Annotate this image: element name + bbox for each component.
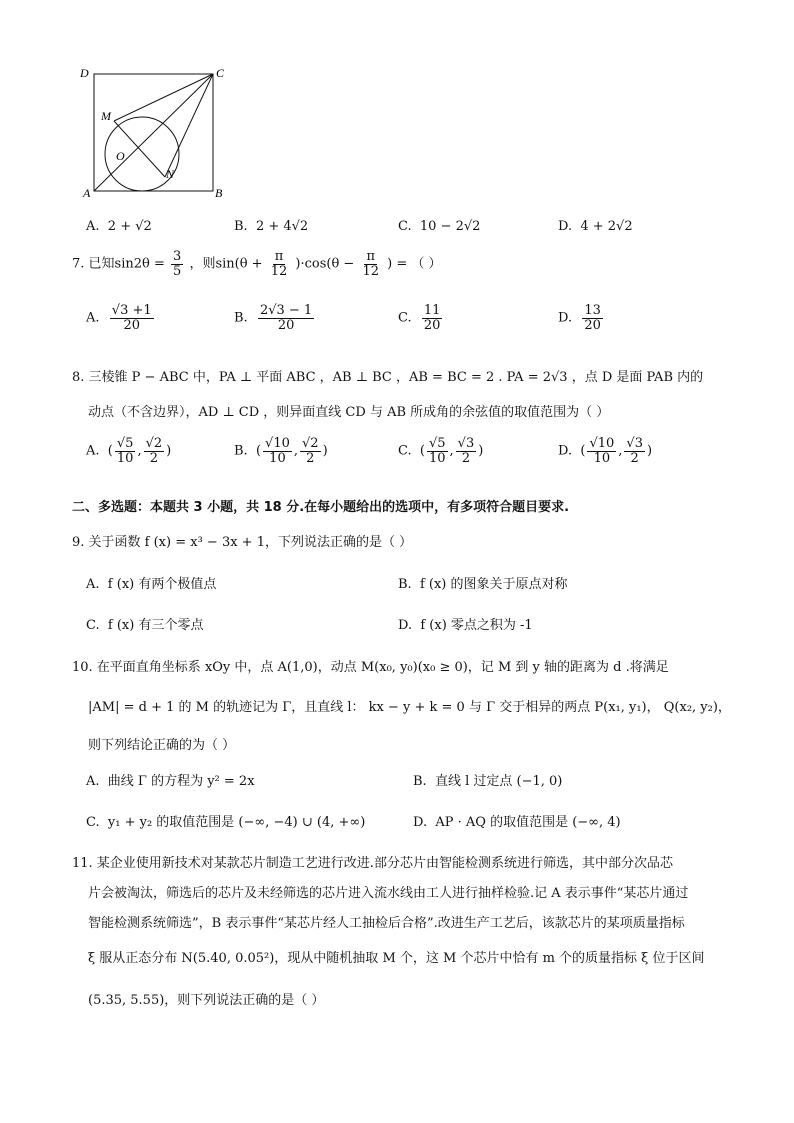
q7-option-d[interactable]: D. $\frac{13}{20}$ <box>558 303 601 333</box>
q9-option-b[interactable]: B. f (x) 的图象关于原点对称 <box>398 577 568 592</box>
q8-line2: 动点（不含边界），AD ⊥ CD ，则异面直线 CD 与 AB 所成角的余弦值的取值范围为（ ） <box>88 405 610 420</box>
label-b: B <box>215 186 223 200</box>
label-m: M <box>101 109 111 123</box>
q10-option-d[interactable]: D. AP · AQ 的取值范围是 (−∞, 4) <box>413 815 621 830</box>
q8-option-d[interactable]: D. ( $\frac{√10}{10}$ , $\frac{√3}{2}$ ) <box>558 436 653 466</box>
q10-line2: |AM| = d + 1 的 M 的轨迹记为 Γ，且直线 l： kx − y + k = 0 与 Γ 交于相异的两点 P(x₁, y₁)， Q(x₂, y₂)， <box>88 700 731 715</box>
q7-stem: 7. 已知sin2θ = $\frac{3}{5}$ ，则sin(θ + $\frac{\pi}{12}$ )·cos(θ − $\frac{\pi}{12}$ ) = （ ） <box>72 249 442 279</box>
geometry-figure <box>75 62 235 202</box>
q10-line1: 10. 在平面直角坐标系 xOy 中，点 A(1,0)，动点 M(x₀, y₀)(x₀ ≥ 0)，记 M 到 y 轴的距离为 d .将满足 <box>72 660 669 675</box>
q10-option-c[interactable]: C. y₁ + y₂ 的取值范围是 (−∞, −4) ∪ (4, +∞) <box>86 815 366 830</box>
q11-line3: 智能检测系统筛选”，B 表示事件“某芯片经人工抽检后合格”.改进生产工艺后，该款芯片的某项质量指标 <box>88 916 685 931</box>
q7-option-b[interactable]: B. $\frac{2√3 - 1}{20}$ <box>234 303 313 333</box>
q8-option-a[interactable]: A. ( $\frac{√5}{10}$ , $\frac{√2}{2}$ ) <box>86 436 172 466</box>
q11-line2: 片会被淘汰，筛选后的芯片及未经筛选的芯片进入流水线由工人进行抽样检验.记 A 表示事件“某芯片通过 <box>88 886 689 901</box>
q8-line1: 8. 三棱锥 P − ABC 中，PA ⊥ 平面 ABC ，AB ⊥ BC ，AB = BC = 2 . PA = 2√3 ，点 D 是面 PAB 内的 <box>72 370 704 385</box>
q9-stem: 9. 关于函数 f (x) = x³ − 3x + 1，下列说法正确的是（ ） <box>72 535 413 550</box>
q10-option-a[interactable]: A. 曲线 Γ 的方程为 y² = 2x <box>86 774 255 789</box>
q10-option-b[interactable]: B. 直线 l 过定点 (−1, 0) <box>413 774 563 789</box>
label-a: A <box>83 186 91 200</box>
q9-option-d[interactable]: D. f (x) 零点之积为 -1 <box>398 618 533 633</box>
q6-option-a[interactable]: A. 2 + √2 <box>86 219 152 234</box>
line-cm <box>114 74 213 121</box>
q8-option-b[interactable]: B. ( $\frac{√10}{10}$ , $\frac{√2}{2}$ ) <box>234 436 328 466</box>
label-o: O <box>116 149 125 163</box>
q7-option-c[interactable]: C. $\frac{11}{20}$ <box>398 303 441 333</box>
q8-option-c[interactable]: C. ( $\frac{√5}{10}$ , $\frac{√3}{2}$ ) <box>398 436 484 466</box>
q6-option-d[interactable]: D. 4 + 2√2 <box>558 219 633 234</box>
q11-line5: (5.35, 5.55)，则下列说法正确的是（ ） <box>88 993 325 1008</box>
q7-frac-pi-12-a: $\frac{\pi}{12}$ <box>270 249 288 279</box>
q10-line3: 则下列结论正确的为（ ） <box>88 738 236 753</box>
label-n: N <box>166 167 175 181</box>
q6-option-c[interactable]: C. 10 − 2√2 <box>398 219 481 234</box>
q9-option-c[interactable]: C. f (x) 有三个零点 <box>86 618 204 633</box>
label-c: C <box>216 66 225 80</box>
q11-line1: 11. 某企业使用新技术对某款芯片制造工艺进行改进.部分芯片由智能检测系统进行筛选，其中部分次品芯 <box>72 856 673 871</box>
q7-option-a[interactable]: A. $\frac{√3 +1}{20}$ <box>86 303 152 333</box>
q11-line4: ξ 服从正态分布 N(5.40, 0.05²)，现从中随机抽取 M 个，这 M 个芯片中恰有 m 个的质量指标 ξ 位于区间 <box>88 951 705 966</box>
section-2-heading: 二、多选题：本题共 3 小题，共 18 分.在每小题给出的选项中，有多项符合题目要求. <box>72 500 570 515</box>
line-cn <box>165 74 213 177</box>
label-d: D <box>80 66 89 80</box>
q6-option-b[interactable]: B. 2 + 4√2 <box>234 219 309 234</box>
q7-frac-pi-12-b: $\frac{\pi}{12}$ <box>362 249 379 279</box>
q7-frac-3-5: $\frac{3}{5}$ <box>173 249 182 279</box>
q9-option-a[interactable]: A. f (x) 有两个极值点 <box>86 577 217 592</box>
